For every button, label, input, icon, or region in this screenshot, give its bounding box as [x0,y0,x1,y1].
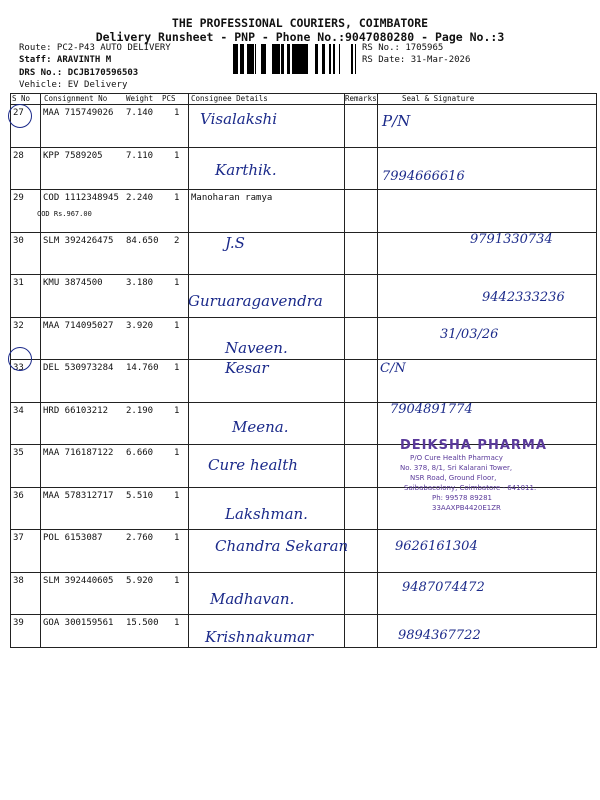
row-signature-handwritten: 9442333236 [482,290,565,305]
row-sno: 27 [13,108,24,118]
row-consignment-no: POL 6153087 [43,533,103,543]
barcode-bar [297,44,300,74]
header-consignee: Consignee Details [191,94,268,103]
row-weight: 2.190 [126,405,154,416]
row-sno: 38 [13,575,24,586]
stamp-line-2: No. 378, 8/1, Sri Kalarani Tower, [400,464,513,472]
row-consignee-handwritten: Naveen. [225,338,288,357]
header-consignment: Consignment No [44,94,108,103]
row-pcs: 1 [174,490,180,501]
row-consignee-handwritten: Krishnakumar [205,628,314,646]
row-consignment-no: HRD 66103212 [43,405,109,416]
barcode-bar [294,44,297,74]
row-pcs: 1 [174,320,180,331]
company-title: THE PROFESSIONAL COURIERS, COIMBATORE [171,16,429,30]
stamp-line-6: 33AAXPB4420E1ZR [432,504,501,512]
row-signature-handwritten: 9894367722 [398,628,481,643]
row-27-mark [8,104,32,128]
row-sno: 32 [13,320,24,331]
barcode-bar [339,44,340,74]
header-pcs: PCS [162,94,176,103]
row-weight: 84.650 [126,235,159,246]
header-weight: Weight [126,94,154,103]
barcode-bar [243,44,244,74]
row-consignee-handwritten: Kesar [225,359,269,377]
barcode-bar [249,44,252,74]
row-sno: 33 [13,363,24,373]
row-consignment-no: COD 1112348945 [43,193,119,203]
row-consignment-no: SLM 392440605 [43,575,114,586]
barcode-bar [263,44,264,74]
stamp-name: DEIKSHA PHARMA [400,438,547,453]
row-consignment-no: MAA 715749026 [43,108,114,118]
barcode-bar [351,44,353,74]
rs-number: RS No.: 1705965 [362,43,444,53]
row-pcs: 1 [174,278,180,288]
row-weight: 7.110 [126,150,154,161]
barcode-bar [272,44,274,74]
barcode-bar [274,44,277,74]
barcode-bar [237,44,238,74]
row-sno: 28 [13,150,24,161]
stamp-line-4: Saibabacolony, Coimbatore - 641011. [404,484,537,492]
barcode-bar [255,44,256,74]
row-pcs: 1 [174,575,180,586]
row-sno: 29 [13,193,24,203]
vehicle-label: Vehicle: EV Delivery [19,80,128,90]
rs-date: RS Date: 31-Mar-2026 [362,55,471,65]
row-consignment-no: MAA 716187122 [43,448,114,458]
row-weight: 14.760 [126,363,159,373]
barcode-bar [334,44,335,74]
row-consignment-no: SLM 392426475 [43,235,114,246]
runsheet-table [10,93,597,648]
barcode-bar [261,44,263,74]
row-weight: 5.510 [126,490,154,501]
row-consignee-handwritten: J.S [225,233,245,252]
row-pcs: 1 [174,405,180,416]
row-consignee-handwritten: Lakshman. [225,504,308,523]
barcode-bar [292,44,294,74]
barcode-bar [322,44,325,74]
row-weight: 15.500 [126,618,159,628]
route-label: Route: PC2-P43 AUTO DELIVERY [19,43,171,53]
row-pcs: 1 [174,618,180,628]
row-consignee: Manoharan ramya [191,193,273,203]
pharmacy-stamp [392,438,552,518]
row-weight: 3.180 [126,278,154,288]
row-consignment-no: DEL 530973284 [43,363,114,373]
barcode-image [233,44,356,74]
row-consignee-handwritten: Madhavan. [210,589,295,608]
row-signature-handwritten: 7904891774 [390,401,473,417]
barcode-bar [247,44,249,74]
barcode-bar [300,44,301,74]
row-sno: 37 [13,533,24,543]
row-weight: 5.920 [126,575,154,586]
barcode-bar [233,44,235,74]
row-pcs: 1 [174,150,180,161]
row-signature-handwritten: 9626161304 [395,539,478,554]
row-sno: 30 [13,235,24,246]
row-weight: 2.240 [126,193,154,203]
stamp-line-3: NSR Road, Ground Floor, [410,474,497,482]
barcode-bar [252,44,254,74]
row-pcs: 2 [174,235,180,246]
row-weight: 7.140 [126,108,154,118]
stamp-line-1: P/O Cure Health Pharmacy [410,454,503,462]
row-weight: 2.760 [126,533,154,543]
barcode-bar [315,44,318,74]
barcode-bar [333,44,334,74]
stamp-line-5: Ph: 99578 89281 [432,494,493,502]
barcode-bar [264,44,266,74]
barcode-bar [304,44,306,74]
barcode-bar [355,44,356,74]
header-sno: S No [12,94,31,103]
row-remark-handwritten: P/N [382,112,411,130]
row-consignee-handwritten: Meena. [232,417,289,436]
barcode-bar [301,44,304,74]
row-33-mark [8,347,32,371]
row-consignee-handwritten: Visalakshi [200,110,277,128]
staff-label: Staff: ARAVINTH M [19,55,112,65]
row-pcs: 1 [174,363,180,373]
row-consignee-handwritten: Chandra Sekaran [215,537,349,555]
row-pcs: 1 [174,448,180,458]
row-sno: 34 [13,405,24,416]
row-signature-handwritten: C/N [380,361,406,376]
row-consignment-no: KMU 3874500 [43,278,103,288]
barcode-bar [235,44,237,74]
row-consignment-no: MAA 714095027 [43,320,114,331]
row-signature-handwritten: 31/03/26 [440,326,499,342]
row-consignee-handwritten: Karthik. [215,160,277,179]
barcode-bar [240,44,243,74]
row-signature-handwritten: 7994666616 [382,168,465,184]
row-consignment-no: GOA 300159561 [43,618,114,628]
row-weight: 6.660 [126,448,154,458]
row-pcs: 1 [174,193,180,203]
header-seal-signature: Seal & Signature [402,94,475,103]
row-pcs: 1 [174,108,180,118]
row-sno: 35 [13,448,24,458]
row-consignment-no: KPP 7589205 [43,150,103,161]
row-signature-handwritten: 9791330734 [470,231,553,247]
runsheet-title: Delivery Runsheet - PNP - Phone No.:9047080280 - Page No.:3 [95,30,505,44]
header-remarks: Remarks [345,94,377,103]
row-sno: 36 [13,490,24,501]
drs-label: DRS No.: DCJB170596503 [19,68,139,78]
barcode-bar [277,44,280,74]
barcode-bar [287,44,290,74]
barcode-bar [281,44,284,74]
row-weight: 3.920 [126,320,154,331]
row-consignee-handwritten: Cure health [208,456,298,474]
row-pcs: 1 [174,533,180,543]
row-cod-amount: COD Rs.967.00 [37,210,92,218]
row-signature-handwritten: 9487074472 [402,579,485,595]
row-sno: 39 [13,618,24,628]
barcode-bar [329,44,331,74]
row-sno: 31 [13,278,24,288]
barcode-bar [306,44,308,74]
row-consignment-no: MAA 578312717 [43,490,114,501]
row-consignee-handwritten: Guruaragavendra [188,292,323,310]
